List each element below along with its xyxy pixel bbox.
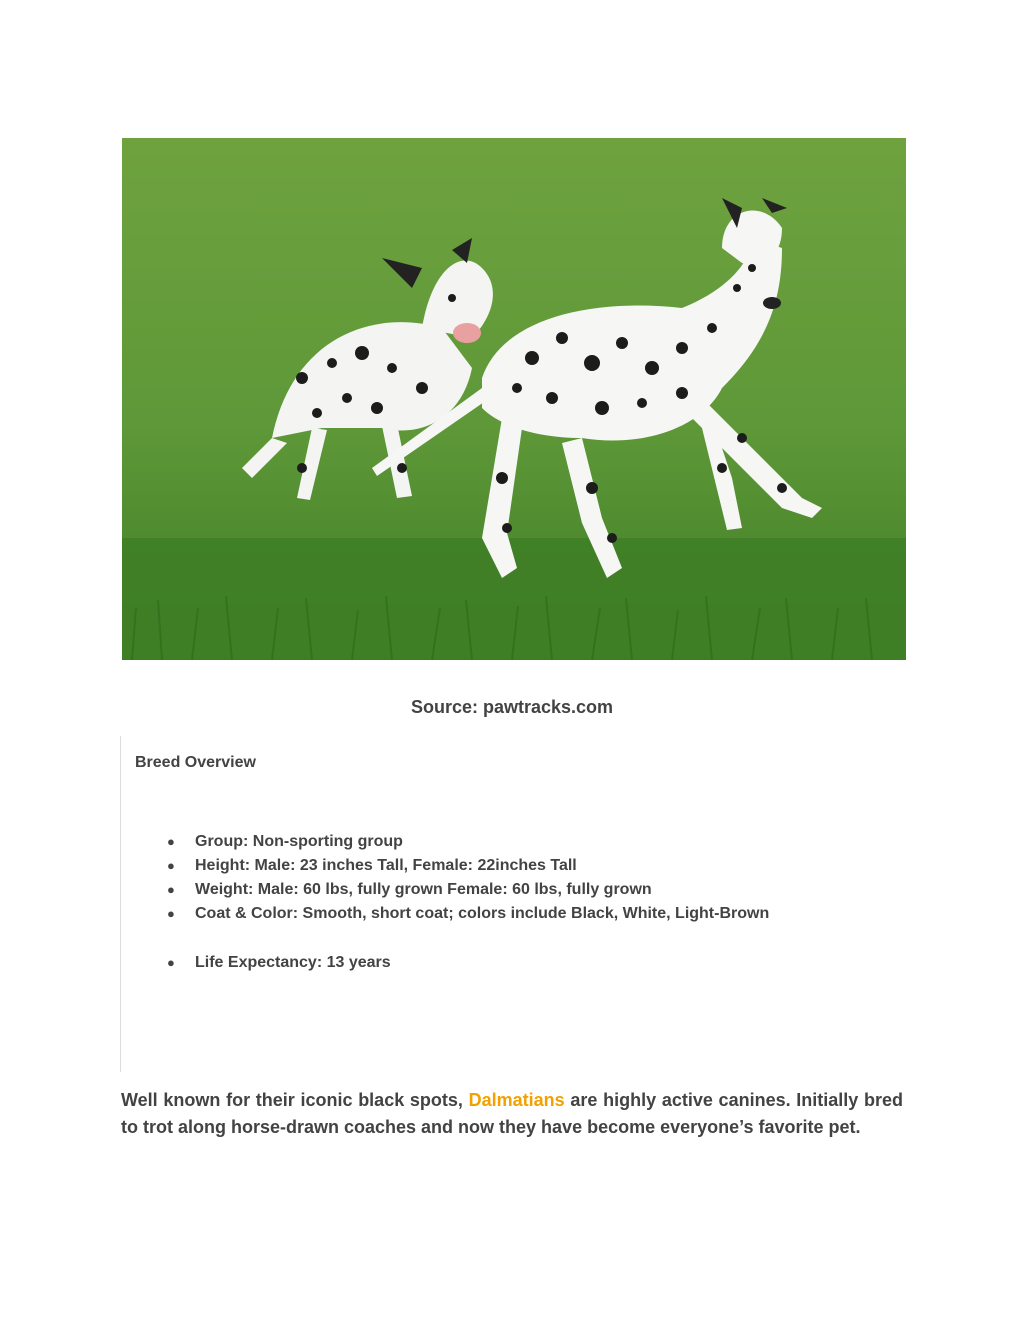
bullet-icon: ●	[167, 906, 175, 921]
image-source-caption: Source: pawtracks.com	[410, 697, 614, 717]
fact-group	[121, 830, 769, 854]
fact-life-expectancy	[121, 951, 769, 975]
fact-text: Coat & Color: Smooth, short coat; colors include Black, White, Light-Brown	[195, 905, 770, 922]
dalmatians-photo	[122, 138, 906, 660]
fact-text: Weight: Male: 60 lbs, fully grown Female: 60 lbs, fully grown	[195, 881, 652, 898]
fact-coat-color	[121, 902, 769, 926]
dalmatians-link[interactable]: Dalmatians	[468, 1090, 565, 1110]
fact-height	[121, 854, 769, 878]
fact-text: Group: Non-sporting group	[195, 833, 403, 850]
fact-weight	[121, 878, 769, 902]
breed-overview-title: Breed Overview	[135, 754, 256, 771]
bullet-icon: ●	[167, 882, 175, 897]
bullet-icon: ●	[167, 834, 175, 849]
intro-text-before: Well known for their iconic black spots,	[121, 1090, 469, 1110]
dalmatians-photo-illustration	[122, 138, 906, 660]
breed-overview-panel	[120, 736, 907, 1072]
intro-paragraph	[121, 1087, 903, 1141]
fact-text: Life Expectancy: 13 years	[195, 954, 391, 971]
bullet-icon: ●	[167, 858, 175, 873]
fact-text: Height: Male: 23 inches Tall, Female: 22inches Tall	[195, 857, 577, 874]
intro-text-after: are highly active canines. Initially bred to trot along horse-drawn coaches and now they have become everyone’s favorite pet.	[121, 1090, 904, 1137]
breed-facts-list	[121, 830, 769, 975]
bullet-icon: ●	[167, 955, 175, 970]
